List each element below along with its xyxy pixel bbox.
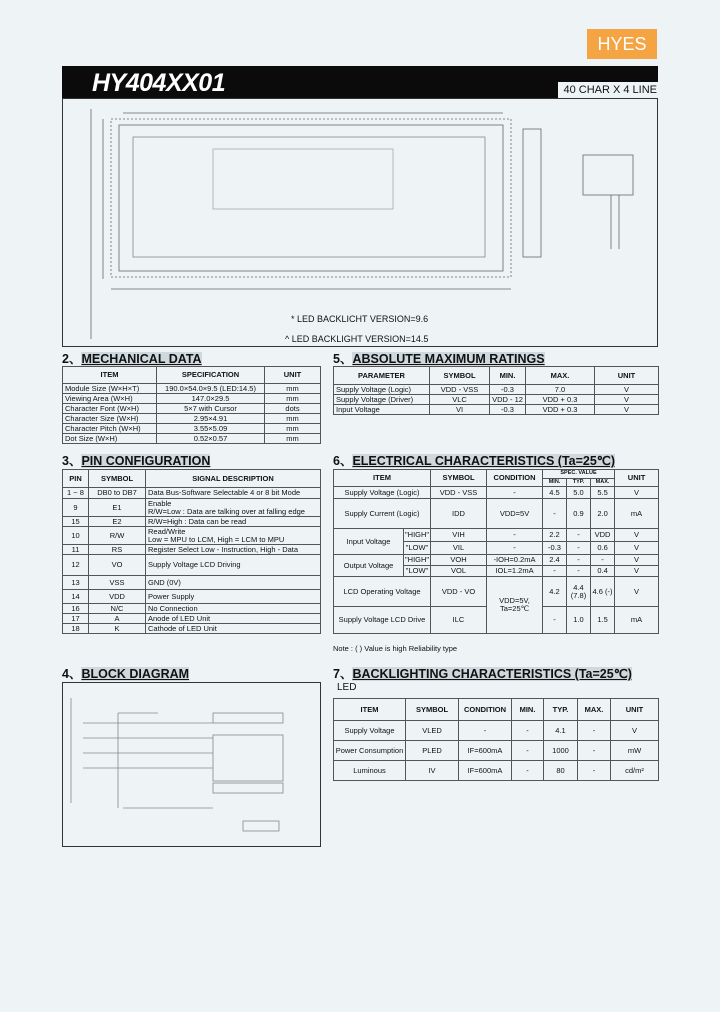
table-cell: IF=600mA — [459, 761, 512, 781]
table-cell: "HIGH" — [404, 529, 431, 542]
table-cell: "HIGH" — [405, 555, 430, 565]
table-cell: 2.95×4.91 — [157, 414, 265, 424]
table-cell: VOL — [431, 566, 487, 577]
table-cell: GND (0V) — [146, 576, 321, 590]
table-cell: - — [459, 721, 512, 741]
table-cell: -0.3 — [490, 385, 526, 395]
table-cell: VDD=5V — [487, 499, 543, 529]
table-cell: Supply Voltage LCD Drive — [334, 607, 431, 634]
table-cell: cd/m² — [611, 761, 659, 781]
table-cell: 2.4 — [543, 555, 567, 566]
table-cell: 147.0×29.5 — [157, 394, 265, 404]
table-cell: mA — [615, 499, 659, 529]
table-cell: PLED — [406, 741, 459, 761]
table-header-cell: SYMBOL — [89, 470, 146, 488]
backlight-type: LED — [337, 682, 357, 693]
table-cell: Power Supply — [146, 590, 321, 604]
table-cell: Anode of LED Unit — [146, 614, 321, 624]
table-cell: 0.6 — [591, 542, 615, 555]
table-cell: 5.5 — [591, 487, 615, 499]
block-diagram-drawing — [63, 683, 320, 846]
table-header-cell: MIN. — [512, 699, 544, 721]
table-cell: mm — [265, 434, 321, 444]
table-cell: 12 — [63, 555, 89, 576]
section-absolute-heading: 5、ABSOLUTE MAXIMUM RATINGS — [333, 352, 545, 366]
table-cell: 5×7 with Cursor — [157, 404, 265, 414]
table-cell: - — [567, 529, 591, 542]
table-cell: - — [512, 761, 544, 781]
table-row — [334, 385, 659, 395]
table-cell: Cathode of LED Unit — [146, 624, 321, 634]
table-row — [63, 499, 321, 517]
table-cell: - — [578, 721, 611, 741]
table-cell: N/C — [89, 604, 146, 614]
table-header-cell: UNIT — [615, 470, 659, 487]
table-row — [334, 529, 659, 542]
mechanical-drawing — [62, 98, 658, 347]
table-row — [63, 404, 321, 414]
table-cell: IV — [406, 761, 459, 781]
table-header-cell: SYMBOL — [431, 470, 487, 487]
table-cell: 190.0×54.0×9.5 (LED:14.5) — [157, 384, 265, 394]
table-cell: VDD + 0.3 — [526, 405, 595, 415]
section-electrical-heading: 6、ELECTRICAL CHARACTERISTICS (Ta=25℃) — [333, 454, 616, 468]
table-cell: VDD=5V, Ta=25℃ — [487, 577, 543, 634]
table-header-cell: UNIT — [265, 367, 321, 384]
table-row — [334, 577, 659, 607]
note-led-9-6: * LED BACKLICHT VERSION=9.6 — [291, 314, 429, 324]
table-header-cell: PARAMETER — [334, 367, 430, 385]
table-cell: VO — [89, 555, 146, 576]
outline-drawing — [63, 99, 657, 346]
table-row — [63, 555, 321, 576]
table-cell: A — [89, 614, 146, 624]
table-row — [63, 488, 321, 499]
table-cell: 1.5 — [591, 607, 615, 634]
table-cell: 13 — [63, 576, 89, 590]
table-cell: 1.0 — [567, 607, 591, 634]
section-block-heading: 4、BLOCK DIAGRAM — [62, 667, 190, 681]
table-cell: V — [595, 385, 659, 395]
table-cell: LCD Operating Voltage — [334, 577, 431, 607]
table-cell: IF=600mA — [459, 741, 512, 761]
table-cell: Input Voltage — [334, 405, 430, 415]
brand-logo: HYES — [587, 29, 657, 59]
table-cell: - — [543, 566, 567, 577]
table-header-cell: UNIT — [595, 367, 659, 385]
table-cell: 4.6 (-) — [591, 577, 615, 607]
table-cell: RS — [89, 545, 146, 555]
table-cell: - — [512, 721, 544, 741]
table-cell: IDD — [431, 499, 487, 529]
table-cell: Supply Current (Logic) — [334, 499, 431, 529]
table-cell: No Connection — [146, 604, 321, 614]
table-cell: VLED — [406, 721, 459, 741]
table-cell: V — [595, 395, 659, 405]
table-cell: - — [578, 741, 611, 761]
table-cell: Supply Voltage — [334, 721, 406, 741]
section-backlight-heading: 7、BACKLIGHTING CHARACTERISTICS (Ta=25℃) — [333, 667, 632, 681]
table-cell: 9 — [63, 499, 89, 517]
table-header-cell: SYMBOL — [406, 699, 459, 721]
table-cell: E2 — [89, 517, 146, 527]
table-cell: VSS — [89, 576, 146, 590]
table-cell: ILC — [431, 607, 487, 634]
pin-table — [62, 469, 321, 634]
table-cell: 2.0 — [591, 499, 615, 529]
table-cell: R/W — [89, 527, 146, 545]
table-row — [63, 434, 321, 444]
table-cell: -IOH=0.2mA — [487, 555, 543, 566]
table-cell: VDD — [591, 529, 615, 542]
absolute-table — [333, 366, 659, 415]
table-cell: Supply Voltage (Logic) — [334, 487, 431, 499]
table-header-cell: CONDITION — [487, 470, 543, 487]
table-row — [63, 414, 321, 424]
table-cell: mW — [611, 741, 659, 761]
table-cell: Character Font (W×H) — [63, 404, 157, 414]
table-cell: Supply Voltage (Logic) — [334, 385, 430, 395]
table-header-cell: MAX. — [526, 367, 595, 385]
table-header-cell: ITEM — [334, 699, 406, 721]
table-header-cell: CONDITION — [459, 699, 512, 721]
table-cell: 4.4 (7.8) — [567, 577, 591, 607]
table-row — [63, 424, 321, 434]
table-row — [63, 604, 321, 614]
table-row — [334, 555, 659, 566]
table-header-cell: ITEM — [63, 367, 157, 384]
table-cell: 1000 — [544, 741, 578, 761]
table-cell: Read/Write Low = MPU to LCM, High = LCM to MPU — [146, 527, 321, 545]
table-row — [334, 499, 659, 529]
table-row — [334, 721, 659, 741]
backlight-table — [333, 698, 659, 781]
table-cell: 0.9 — [567, 499, 591, 529]
table-row — [334, 395, 659, 405]
electrical-table — [333, 469, 659, 634]
table-cell: VIH — [431, 529, 487, 542]
table-cell: Luminous — [334, 761, 406, 781]
table-row — [63, 394, 321, 404]
table-cell: 17 — [63, 614, 89, 624]
table-cell: 80 — [544, 761, 578, 781]
table-cell: 11 — [63, 545, 89, 555]
table-cell: VI — [430, 405, 490, 415]
table-row — [334, 405, 659, 415]
table-cell: mm — [265, 424, 321, 434]
table-row — [63, 576, 321, 590]
table-cell: Register Select Low - Instruction, High - Data — [146, 545, 321, 555]
table-cell: 0.4 — [591, 566, 615, 577]
table-cell: V — [615, 577, 659, 607]
table-cell: - — [567, 542, 591, 555]
table-cell: Module Size (W×H×T) — [63, 384, 157, 394]
section-pins-heading: 3、PIN CONFIGURATION — [62, 454, 211, 468]
table-cell: Enable R/W=Low : Data are talking over at falling edge — [146, 499, 321, 517]
table-cell: -0.3 — [490, 405, 526, 415]
table-cell: VDD - VO — [431, 577, 487, 607]
table-cell: - — [487, 542, 543, 555]
table-row — [63, 517, 321, 527]
table-cell: "LOW" — [404, 542, 431, 555]
table-cell: - — [567, 555, 591, 566]
table-cell: 18 — [63, 624, 89, 634]
table-cell: VIL — [431, 542, 487, 555]
electrical-note: Note : ( ) Value is high Reliability type — [333, 644, 458, 653]
table-cell: - — [578, 761, 611, 781]
table-cell: "LOW" — [404, 566, 431, 577]
table-row — [334, 741, 659, 761]
table-cell: 2.2 — [543, 529, 567, 542]
table-cell: 3.55×5.09 — [157, 424, 265, 434]
table-cell: - — [591, 555, 615, 566]
table-cell: 14 — [63, 590, 89, 604]
table-cell: mA — [615, 607, 659, 634]
table-cell: VDD - 12 — [490, 395, 526, 405]
table-header-cell: MIN. — [543, 479, 567, 487]
table-cell: mm — [265, 414, 321, 424]
table-header-cell: SYMBOL — [430, 367, 490, 385]
table-cell: 4.1 — [544, 721, 578, 741]
table-cell: DB0 to DB7 — [89, 488, 146, 499]
table-header-cell: PIN — [63, 470, 89, 488]
table-cell: - — [487, 529, 543, 542]
table-row — [63, 590, 321, 604]
table-cell: Character Pitch (W×H) — [63, 424, 157, 434]
table-cell: IOL=1.2mA — [487, 566, 543, 577]
table-cell: V — [615, 529, 659, 542]
table-cell: - — [512, 741, 544, 761]
table-cell: E1 — [89, 499, 146, 517]
table-cell: Input Voltage — [334, 529, 404, 555]
table-cell: VOH — [431, 555, 487, 566]
table-header-cell: UNIT — [611, 699, 659, 721]
table-row — [63, 545, 321, 555]
table-cell: -0.3 — [543, 542, 567, 555]
table-header-cell: SPECIFICATION — [157, 367, 265, 384]
table-cell: 7.0 — [526, 385, 595, 395]
table-row — [63, 384, 321, 394]
table-header-cell: MAX. — [591, 479, 615, 487]
table-cell: 16 — [63, 604, 89, 614]
table-cell: mm — [265, 394, 321, 404]
note-led-14-5: ^ LED BACKLIGHT VERSION=14.5 — [285, 334, 429, 344]
table-cell: Viewing Area (W×H) — [63, 394, 157, 404]
table-cell: - — [487, 487, 543, 499]
table-header-cell: TYP. — [544, 699, 578, 721]
table-cell: VLC — [430, 395, 490, 405]
table-header-cell: TYP. — [567, 479, 591, 487]
table-cell: V — [615, 555, 659, 566]
table-cell: 0.52×0.57 — [157, 434, 265, 444]
table-cell: - — [567, 566, 591, 577]
table-cell: VDD — [89, 590, 146, 604]
table-cell: 15 — [63, 517, 89, 527]
table-cell: mm — [265, 384, 321, 394]
table-header-cell: SPEC. VALUE — [543, 470, 615, 479]
model-title: HY404XX01 — [92, 69, 226, 97]
table-cell: V — [615, 542, 659, 555]
table-row — [63, 614, 321, 624]
table-cell: VDD + 0.3 — [526, 395, 595, 405]
table-cell: V — [615, 487, 659, 499]
table-cell: 4.5 — [543, 487, 567, 499]
table-cell: Output Voltage — [334, 555, 404, 577]
table-cell: V — [595, 405, 659, 415]
table-cell: - — [543, 499, 567, 529]
table-cell: dots — [265, 404, 321, 414]
table-header-cell: MAX. — [578, 699, 611, 721]
section-mechanical-heading: 2、MECHANICAL DATA — [62, 352, 202, 366]
table-row — [334, 761, 659, 781]
table-cell: - — [543, 607, 567, 634]
block-diagram — [62, 682, 321, 847]
mechanical-table — [62, 366, 321, 444]
table-cell: 5.0 — [567, 487, 591, 499]
model-subtitle: 40 CHAR X 4 LINE — [558, 82, 658, 98]
table-row — [63, 624, 321, 634]
table-cell: 4.2 — [543, 577, 567, 607]
table-cell: VDD - VSS — [430, 385, 490, 395]
table-cell: R/W=High : Data can be read — [146, 517, 321, 527]
table-cell: K — [89, 624, 146, 634]
table-cell: 1 ~ 8 — [63, 488, 89, 499]
table-cell: VDD - VSS — [431, 487, 487, 499]
table-row — [334, 487, 659, 499]
table-cell: Supply Voltage LCD Driving — [146, 555, 321, 576]
table-cell: V — [615, 566, 659, 577]
table-header-cell: MIN. — [490, 367, 526, 385]
table-row — [63, 527, 321, 545]
table-cell: Dot Size (W×H) — [63, 434, 157, 444]
table-cell: Power Consumption — [334, 741, 406, 761]
table-cell: Supply Voltage (Driver) — [334, 395, 430, 405]
table-cell: V — [611, 721, 659, 741]
table-header-cell: ITEM — [334, 470, 431, 487]
table-cell: Character Size (W×H) — [63, 414, 157, 424]
table-header-cell: SIGNAL DESCRIPTION — [146, 470, 321, 488]
table-cell: 10 — [63, 527, 89, 545]
table-cell: Data Bus-Software Selectable 4 or 8 bit Mode — [146, 488, 321, 499]
